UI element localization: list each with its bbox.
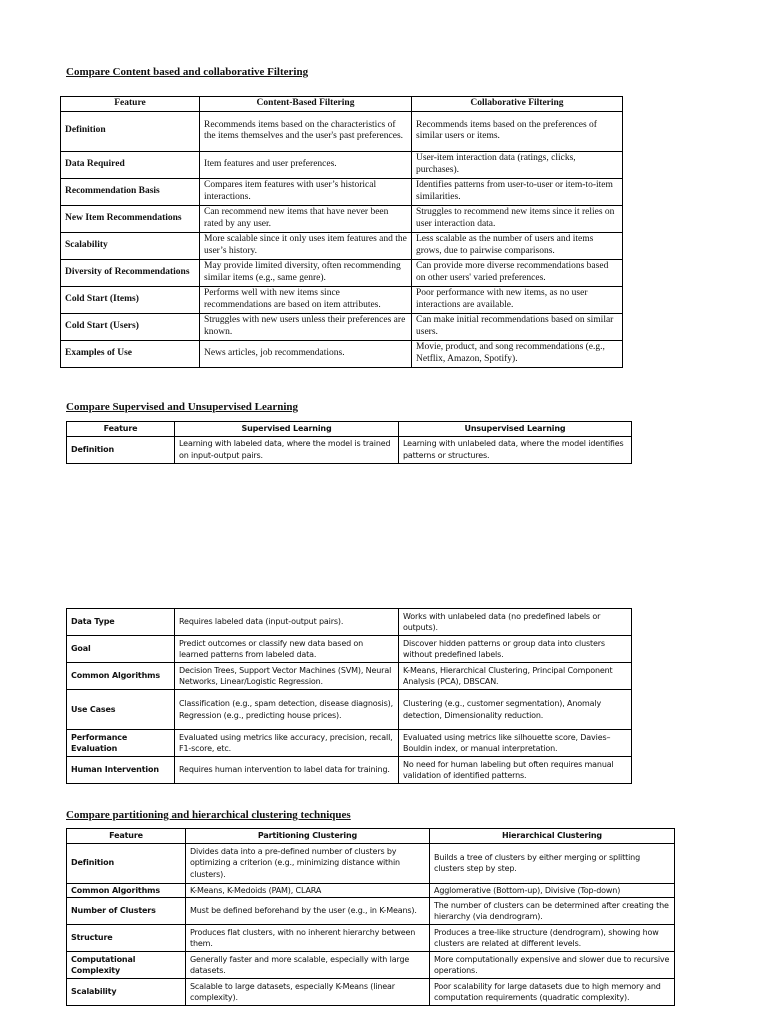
learning-comparison-table bbox=[66, 421, 632, 464]
row-value-cell: May provide limited diversity, often recommending similar items (e.g., same genre). bbox=[200, 259, 412, 286]
header-column-a: Content-Based Filtering bbox=[200, 97, 412, 112]
table-row bbox=[61, 313, 623, 340]
row-feature-cell: Goal bbox=[67, 636, 175, 663]
row-feature-cell: Examples of Use bbox=[61, 340, 200, 367]
row-value-cell: K-Means, K-Medoids (PAM), CLARA bbox=[186, 883, 430, 898]
row-value-cell: Discover hidden patterns or group data into clusters without predefined labels. bbox=[399, 636, 632, 663]
section-heading-filtering: Compare Content based and collaborative Filtering bbox=[66, 66, 309, 78]
row-value-cell: News articles, job recommendations. bbox=[200, 340, 412, 367]
row-value-cell: Performs well with new items since recommendations are based on item attributes. bbox=[200, 286, 412, 313]
table-row bbox=[67, 952, 675, 979]
table-row bbox=[67, 609, 632, 636]
row-feature-cell: Use Cases bbox=[67, 690, 175, 730]
header-column-b: Collaborative Filtering bbox=[412, 97, 623, 112]
row-value-cell: Poor performance with new items, as no user interactions are available. bbox=[412, 286, 623, 313]
row-value-cell: Clustering (e.g., customer segmentation), Anomaly detection, Dimensionality reduction. bbox=[399, 690, 632, 730]
row-value-cell: Divides data into a pre-defined number of clusters by optimizing a criterion (e.g., minimizing distance within clusters). bbox=[186, 843, 430, 883]
row-feature-cell: Scalability bbox=[67, 979, 186, 1006]
table-row bbox=[61, 111, 623, 151]
row-feature-cell: Common Algorithms bbox=[67, 883, 186, 898]
row-value-cell: Works with unlabeled data (no predefined labels or outputs). bbox=[399, 609, 632, 636]
header-column-a: Supervised Learning bbox=[175, 422, 399, 437]
row-value-cell: Requires labeled data (input-output pairs). bbox=[175, 609, 399, 636]
row-value-cell: Produces a tree-like structure (dendrogram), showing how clusters are related at different levels. bbox=[430, 925, 675, 952]
row-value-cell: Classification (e.g., spam detection, disease diagnosis), Regression (e.g., predicting house prices). bbox=[175, 690, 399, 730]
row-value-cell: The number of clusters can be determined after creating the hierarchy (via dendrogram). bbox=[430, 898, 675, 925]
row-value-cell: Recommends items based on the characteristics of the items themselves and the user's past preferences. bbox=[200, 111, 412, 151]
row-feature-cell: Number of Clusters bbox=[67, 898, 186, 925]
row-value-cell: More computationally expensive and slower due to recursive operations. bbox=[430, 952, 675, 979]
row-value-cell: Can recommend new items that have never been rated by any user. bbox=[200, 205, 412, 232]
row-value-cell: Produces flat clusters, with no inherent hierarchy between them. bbox=[186, 925, 430, 952]
table-row bbox=[67, 730, 632, 757]
row-feature-cell: Scalability bbox=[61, 232, 200, 259]
row-value-cell: Poor scalability for large datasets due to high memory and computation requirements (quadratic complexity). bbox=[430, 979, 675, 1006]
row-value-cell: Struggles to recommend new items since it relies on user interaction data. bbox=[412, 205, 623, 232]
row-value-cell: Recommends items based on the preferences of similar users or items. bbox=[412, 111, 623, 151]
table-header-row bbox=[67, 829, 675, 844]
row-feature-cell: Computational Complexity bbox=[67, 952, 186, 979]
table-row bbox=[61, 151, 623, 178]
table-row bbox=[67, 898, 675, 925]
row-feature-cell: New Item Recommendations bbox=[61, 205, 200, 232]
filtering-comparison-table bbox=[60, 96, 623, 368]
row-feature-cell: Recommendation Basis bbox=[61, 178, 200, 205]
table-row bbox=[67, 843, 675, 883]
row-value-cell: Can provide more diverse recommendations based on other users' varied preferences. bbox=[412, 259, 623, 286]
header-column-b: Hierarchical Clustering bbox=[430, 829, 675, 844]
row-value-cell: Generally faster and more scalable, especially with large datasets. bbox=[186, 952, 430, 979]
row-value-cell: Struggles with new users unless their preferences are known. bbox=[200, 313, 412, 340]
row-value-cell: Scalable to large datasets, especially K-Means (linear complexity). bbox=[186, 979, 430, 1006]
table-row bbox=[61, 259, 623, 286]
row-feature-cell: Diversity of Recommendations bbox=[61, 259, 200, 286]
table-row bbox=[61, 286, 623, 313]
row-value-cell: Agglomerative (Bottom-up), Divisive (Top-down) bbox=[430, 883, 675, 898]
table-row bbox=[61, 178, 623, 205]
row-value-cell: Evaluated using metrics like silhouette score, Davies–Bouldin index, or manual interpretation. bbox=[399, 730, 632, 757]
row-value-cell: Requires human intervention to label data for training. bbox=[175, 757, 399, 784]
row-value-cell: More scalable since it only uses item features and the user’s history. bbox=[200, 232, 412, 259]
row-value-cell: Must be defined beforehand by the user (e.g., in K-Means). bbox=[186, 898, 430, 925]
table-row bbox=[67, 636, 632, 663]
row-value-cell: Compares item features with user’s historical interactions. bbox=[200, 178, 412, 205]
row-value-cell: Builds a tree of clusters by either merging or splitting clusters step by step. bbox=[430, 843, 675, 883]
row-feature-cell: Structure bbox=[67, 925, 186, 952]
table-header-row bbox=[67, 422, 632, 437]
row-value-cell: Movie, product, and song recommendations (e.g., Netflix, Amazon, Spotify). bbox=[412, 340, 623, 367]
table-row bbox=[67, 663, 632, 690]
header-feature: Feature bbox=[67, 829, 186, 844]
row-feature-cell: Cold Start (Items) bbox=[61, 286, 200, 313]
row-value-cell: Can make initial recommendations based on similar users. bbox=[412, 313, 623, 340]
row-feature-cell: Definition bbox=[67, 843, 186, 883]
row-feature-cell: Human Intervention bbox=[67, 757, 175, 784]
table-row bbox=[67, 757, 632, 784]
table-row bbox=[67, 690, 632, 730]
header-feature: Feature bbox=[61, 97, 200, 112]
row-value-cell: Less scalable as the number of users and items grows, due to pairwise comparisons. bbox=[412, 232, 623, 259]
row-value-cell: Learning with labeled data, where the model is trained on input-output pairs. bbox=[175, 436, 399, 463]
row-feature-cell: Data Required bbox=[61, 151, 200, 178]
table-row bbox=[67, 925, 675, 952]
row-value-cell: Evaluated using metrics like accuracy, precision, recall, F1-score, etc. bbox=[175, 730, 399, 757]
row-value-cell: User-item interaction data (ratings, clicks, purchases). bbox=[412, 151, 623, 178]
row-feature-cell: Definition bbox=[61, 111, 200, 151]
table-row bbox=[67, 883, 675, 898]
row-value-cell: Learning with unlabeled data, where the model identifies patterns or structures. bbox=[399, 436, 632, 463]
table-row bbox=[67, 979, 675, 1006]
row-feature-cell: Data Type bbox=[67, 609, 175, 636]
header-feature: Feature bbox=[67, 422, 175, 437]
row-feature-cell: Definition bbox=[67, 436, 175, 463]
table-row bbox=[67, 436, 632, 463]
header-column-a: Partitioning Clustering bbox=[186, 829, 430, 844]
row-feature-cell: Performance Evaluation bbox=[67, 730, 175, 757]
header-column-b: Unsupervised Learning bbox=[399, 422, 632, 437]
row-value-cell: No need for human labeling but often requires manual validation of identified patterns. bbox=[399, 757, 632, 784]
row-value-cell: Predict outcomes or classify new data based on learned patterns from labeled data. bbox=[175, 636, 399, 663]
section-heading-clustering: Compare partitioning and hierarchical clustering techniques bbox=[66, 809, 351, 821]
table-header-row bbox=[61, 97, 623, 112]
table-row bbox=[61, 205, 623, 232]
row-feature-cell: Common Algorithms bbox=[67, 663, 175, 690]
row-value-cell: Decision Trees, Support Vector Machines (SVM), Neural Networks, Linear/Logistic Regression. bbox=[175, 663, 399, 690]
row-value-cell: K-Means, Hierarchical Clustering, Principal Component Analysis (PCA), DBSCAN. bbox=[399, 663, 632, 690]
clustering-comparison-table bbox=[66, 828, 675, 1006]
row-value-cell: Item features and user preferences. bbox=[200, 151, 412, 178]
table-row bbox=[61, 340, 623, 367]
row-value-cell: Identifies patterns from user-to-user or item-to-item similarities. bbox=[412, 178, 623, 205]
table-row bbox=[61, 232, 623, 259]
learning-comparison-table-continued bbox=[66, 608, 632, 784]
row-feature-cell: Cold Start (Users) bbox=[61, 313, 200, 340]
section-heading-learning: Compare Supervised and Unsupervised Learning bbox=[66, 401, 299, 413]
